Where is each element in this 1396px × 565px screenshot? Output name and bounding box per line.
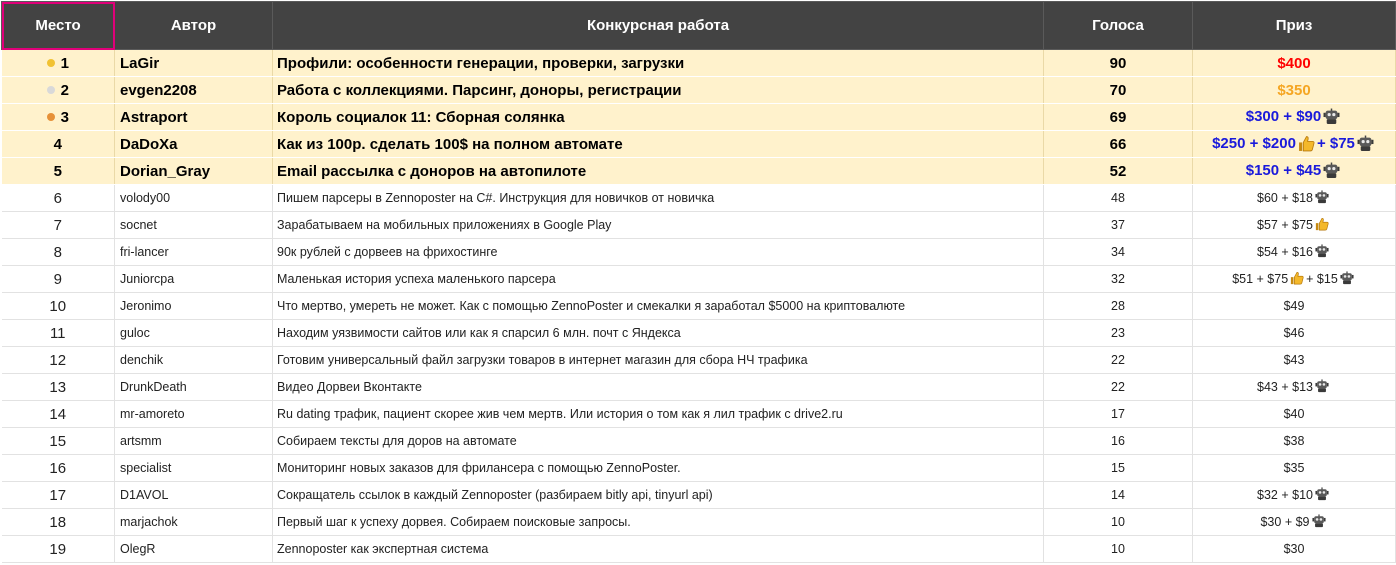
prize-cell[interactable] [1193,347,1396,374]
table-row [2,131,1396,158]
table-row [2,320,1396,347]
table-row [2,509,1396,536]
prize-cell[interactable] [1193,77,1396,104]
work-title-cell[interactable]: Zennoposter как экспертная система [273,536,1044,563]
prize-cell[interactable] [1193,239,1396,266]
author-cell[interactable]: DaDoXa [115,131,273,158]
results-table [1,1,1396,563]
place-value: 15 [49,432,67,450]
votes-cell[interactable]: 69 [1044,104,1193,131]
author-cell[interactable]: socnet [115,212,273,239]
bronze-medal-icon [47,113,55,121]
work-title-cell[interactable]: Ru dating трафик, пациент скорее жив чем мертв. Или история о том как я лил трафик с drive2.ru [273,401,1044,428]
place-cell[interactable] [2,482,115,509]
thumbs-up-icon [1290,271,1304,285]
robot-icon [1315,244,1329,258]
work-title-cell[interactable]: Что мертво, умереть не может. Как с помощью ZennoPoster и смекалки я заработал $5000 на криптовалюте [273,293,1044,320]
place-value: 13 [49,378,67,396]
place-value: 16 [49,459,67,477]
work-title-cell[interactable]: Сокращатель ссылок в каждый Zennoposter (разбираем bitly api, tinyurl api) [273,482,1044,509]
gold-medal-icon [47,59,55,67]
author-cell[interactable]: Astraport [115,104,273,131]
prize-amount: $43 [1283,353,1305,367]
prize-cell[interactable] [1193,455,1396,482]
votes-cell[interactable]: 10 [1044,536,1193,563]
author-cell[interactable]: Dorian_Gray [115,158,273,185]
prize-cell[interactable] [1193,320,1396,347]
place-value: 19 [49,540,67,558]
robot-icon [1315,379,1329,393]
table-row [2,266,1396,293]
table-row [2,185,1396,212]
votes-cell[interactable]: 70 [1044,77,1193,104]
place-cell[interactable] [2,77,115,104]
prize-amount: $43 + $13 [1257,379,1313,394]
author-cell[interactable]: volody00 [115,185,273,212]
prize-amount: $40 [1283,407,1305,421]
work-title-cell[interactable]: Работа с коллекциями. Парсинг, доноры, регистрации [273,77,1044,104]
votes-cell[interactable]: 22 [1044,347,1193,374]
prize-cell[interactable] [1193,266,1396,293]
place-cell[interactable] [2,347,115,374]
votes-cell[interactable]: 37 [1044,212,1193,239]
column-header-work[interactable]: Конкурсная работа [273,2,1044,50]
work-title-cell[interactable]: Зарабатываем на мобильных приложениях в Google Play [273,212,1044,239]
votes-cell[interactable]: 90 [1044,50,1193,77]
work-title-cell[interactable]: Готовим универсальный файл загрузки товаров в интернет магазин для сбора НЧ трафика [273,347,1044,374]
work-title-cell[interactable]: Находим уязвимости сайтов или как я спарсил 6 млн. почт с Яндекса [273,320,1044,347]
work-title-cell[interactable]: Король социалок 11: Сборная солянка [273,104,1044,131]
votes-cell[interactable]: 17 [1044,401,1193,428]
place-value: 12 [49,351,67,369]
place-value: 6 [53,189,62,207]
votes-cell[interactable]: 34 [1044,239,1193,266]
prize-cell[interactable] [1193,50,1396,77]
author-cell[interactable]: specialist [115,455,273,482]
header-row [2,2,1396,50]
column-header-votes[interactable]: Голоса [1044,2,1193,50]
work-title-cell[interactable]: Как из 100р. сделать 100$ на полном автомате [273,131,1044,158]
table-row [2,212,1396,239]
place-value: 5 [53,162,62,180]
prize-amount: + $75 [1316,135,1355,153]
author-cell[interactable]: LaGir [115,50,273,77]
robot-icon [1323,162,1340,179]
prize-cell[interactable] [1193,104,1396,131]
work-title-cell[interactable]: Пишем парсеры в Zennoposter на C#. Инструкция для новичков от новичка [273,185,1044,212]
votes-cell[interactable]: 32 [1044,266,1193,293]
author-cell[interactable]: Jeronimo [115,293,273,320]
work-title-cell[interactable]: Первый шаг к успеху дорвея. Собираем поисковые запросы. [273,509,1044,536]
place-cell[interactable] [2,536,115,563]
votes-cell[interactable]: 66 [1044,131,1193,158]
votes-cell[interactable]: 52 [1044,158,1193,185]
prize-amount: $57 + $75 [1257,217,1313,232]
votes-cell[interactable]: 48 [1044,185,1193,212]
column-header-prize[interactable]: Приз [1193,2,1396,50]
prize-cell[interactable] [1193,482,1396,509]
author-cell[interactable]: evgen2208 [115,77,273,104]
prize-amount: $350 [1277,81,1311,99]
place-cell[interactable] [2,266,115,293]
prize-amount: $300 + $90 [1245,108,1322,126]
place-cell[interactable] [2,158,115,185]
votes-cell[interactable]: 16 [1044,428,1193,455]
work-title-cell[interactable]: Email рассылка с доноров на автопилоте [273,158,1044,185]
author-cell[interactable]: Juniorcpa [115,266,273,293]
place-value: 4 [53,135,62,153]
place-value: 1 [60,54,69,72]
prize-amount: $51 + $75 [1232,271,1289,286]
prize-cell[interactable] [1193,158,1396,185]
place-cell[interactable] [2,401,115,428]
prize-amount: $30 + $9 [1260,514,1310,529]
place-cell[interactable] [2,293,115,320]
prize-amount: $54 + $16 [1257,244,1313,259]
votes-cell[interactable]: 10 [1044,509,1193,536]
table-row [2,239,1396,266]
votes-cell[interactable]: 23 [1044,320,1193,347]
table-row [2,455,1396,482]
table-row [2,428,1396,455]
robot-icon [1315,487,1329,501]
work-title-cell[interactable]: Видео Дорвеи Вконтакте [273,374,1044,401]
votes-cell[interactable]: 14 [1044,482,1193,509]
place-cell[interactable] [2,374,115,401]
prize-cell[interactable] [1193,536,1396,563]
robot-icon [1340,271,1354,285]
table-row [2,536,1396,563]
author-cell[interactable]: mr-amoreto [115,401,273,428]
place-cell[interactable] [2,50,115,77]
prize-amount: $400 [1277,54,1311,72]
place-value: 7 [53,216,62,234]
prize-cell[interactable] [1193,374,1396,401]
prize-cell[interactable] [1193,185,1396,212]
author-cell[interactable]: denchik [115,347,273,374]
place-cell[interactable] [2,320,115,347]
prize-amount: $49 [1283,299,1305,313]
prize-amount: $35 [1283,461,1305,475]
place-value: 11 [49,324,66,342]
prize-cell[interactable] [1193,212,1396,239]
place-value: 8 [53,243,62,261]
author-cell[interactable]: fri-lancer [115,239,273,266]
work-title-cell[interactable]: Мониторинг новых заказов для фрилансера с помощью ZennoPoster. [273,455,1044,482]
table-body [2,50,1396,563]
prize-amount: $150 + $45 [1245,162,1322,180]
prize-cell[interactable] [1193,293,1396,320]
place-value: 17 [49,486,67,504]
place-value: 18 [49,513,67,531]
prize-cell[interactable] [1193,401,1396,428]
author-cell[interactable]: OlegR [115,536,273,563]
table-row [2,293,1396,320]
author-cell[interactable]: DrunkDeath [115,374,273,401]
table-row [2,374,1396,401]
place-value: 10 [49,297,67,315]
prize-cell[interactable] [1193,509,1396,536]
table-row [2,401,1396,428]
prize-amount: $250 + $200 [1212,135,1296,153]
table-row [2,77,1396,104]
prize-amount: $32 + $10 [1257,487,1313,502]
thumbs-up-icon [1298,135,1315,152]
robot-icon [1315,190,1329,204]
place-cell[interactable] [2,428,115,455]
prize-cell[interactable] [1193,131,1396,158]
author-cell[interactable]: D1AVOL [115,482,273,509]
work-title-cell[interactable]: Маленькая история успеха маленького парсера [273,266,1044,293]
prize-cell[interactable] [1193,428,1396,455]
robot-icon [1323,108,1340,125]
place-value: 14 [49,405,67,423]
prize-amount: $46 [1283,326,1305,340]
work-title-cell[interactable]: Профили: особенности генерации, проверки, загрузки [273,50,1044,77]
table-row [2,482,1396,509]
votes-cell[interactable]: 28 [1044,293,1193,320]
author-cell[interactable]: artsmm [115,428,273,455]
place-cell[interactable] [2,455,115,482]
prize-amount: $60 + $18 [1257,190,1313,205]
prize-amount: + $15 [1306,271,1338,286]
work-title-cell[interactable]: 90к рублей с дорвеев на фрихостинге [273,239,1044,266]
place-cell[interactable] [2,104,115,131]
robot-icon [1357,135,1374,152]
table-row [2,158,1396,185]
table-row [2,104,1396,131]
place-value: 2 [60,81,69,99]
votes-cell[interactable]: 22 [1044,374,1193,401]
place-cell[interactable] [2,509,115,536]
table-row [2,347,1396,374]
author-cell[interactable]: guloc [115,320,273,347]
place-cell[interactable] [2,185,115,212]
votes-cell[interactable]: 15 [1044,455,1193,482]
silver-medal-icon [47,86,55,94]
table-row [2,50,1396,77]
prize-amount: $38 [1283,434,1305,448]
column-header-place[interactable]: Место [2,2,115,50]
work-title-cell[interactable]: Собираем тексты для доров на автомате [273,428,1044,455]
author-cell[interactable]: marjachok [115,509,273,536]
place-cell[interactable] [2,239,115,266]
place-value: 9 [53,270,62,288]
thumbs-up-icon [1315,217,1329,231]
place-cell[interactable] [2,212,115,239]
column-header-author[interactable]: Автор [115,2,273,50]
place-cell[interactable] [2,131,115,158]
robot-icon [1312,514,1326,528]
place-value: 3 [60,108,69,126]
prize-amount: $30 [1283,542,1305,556]
